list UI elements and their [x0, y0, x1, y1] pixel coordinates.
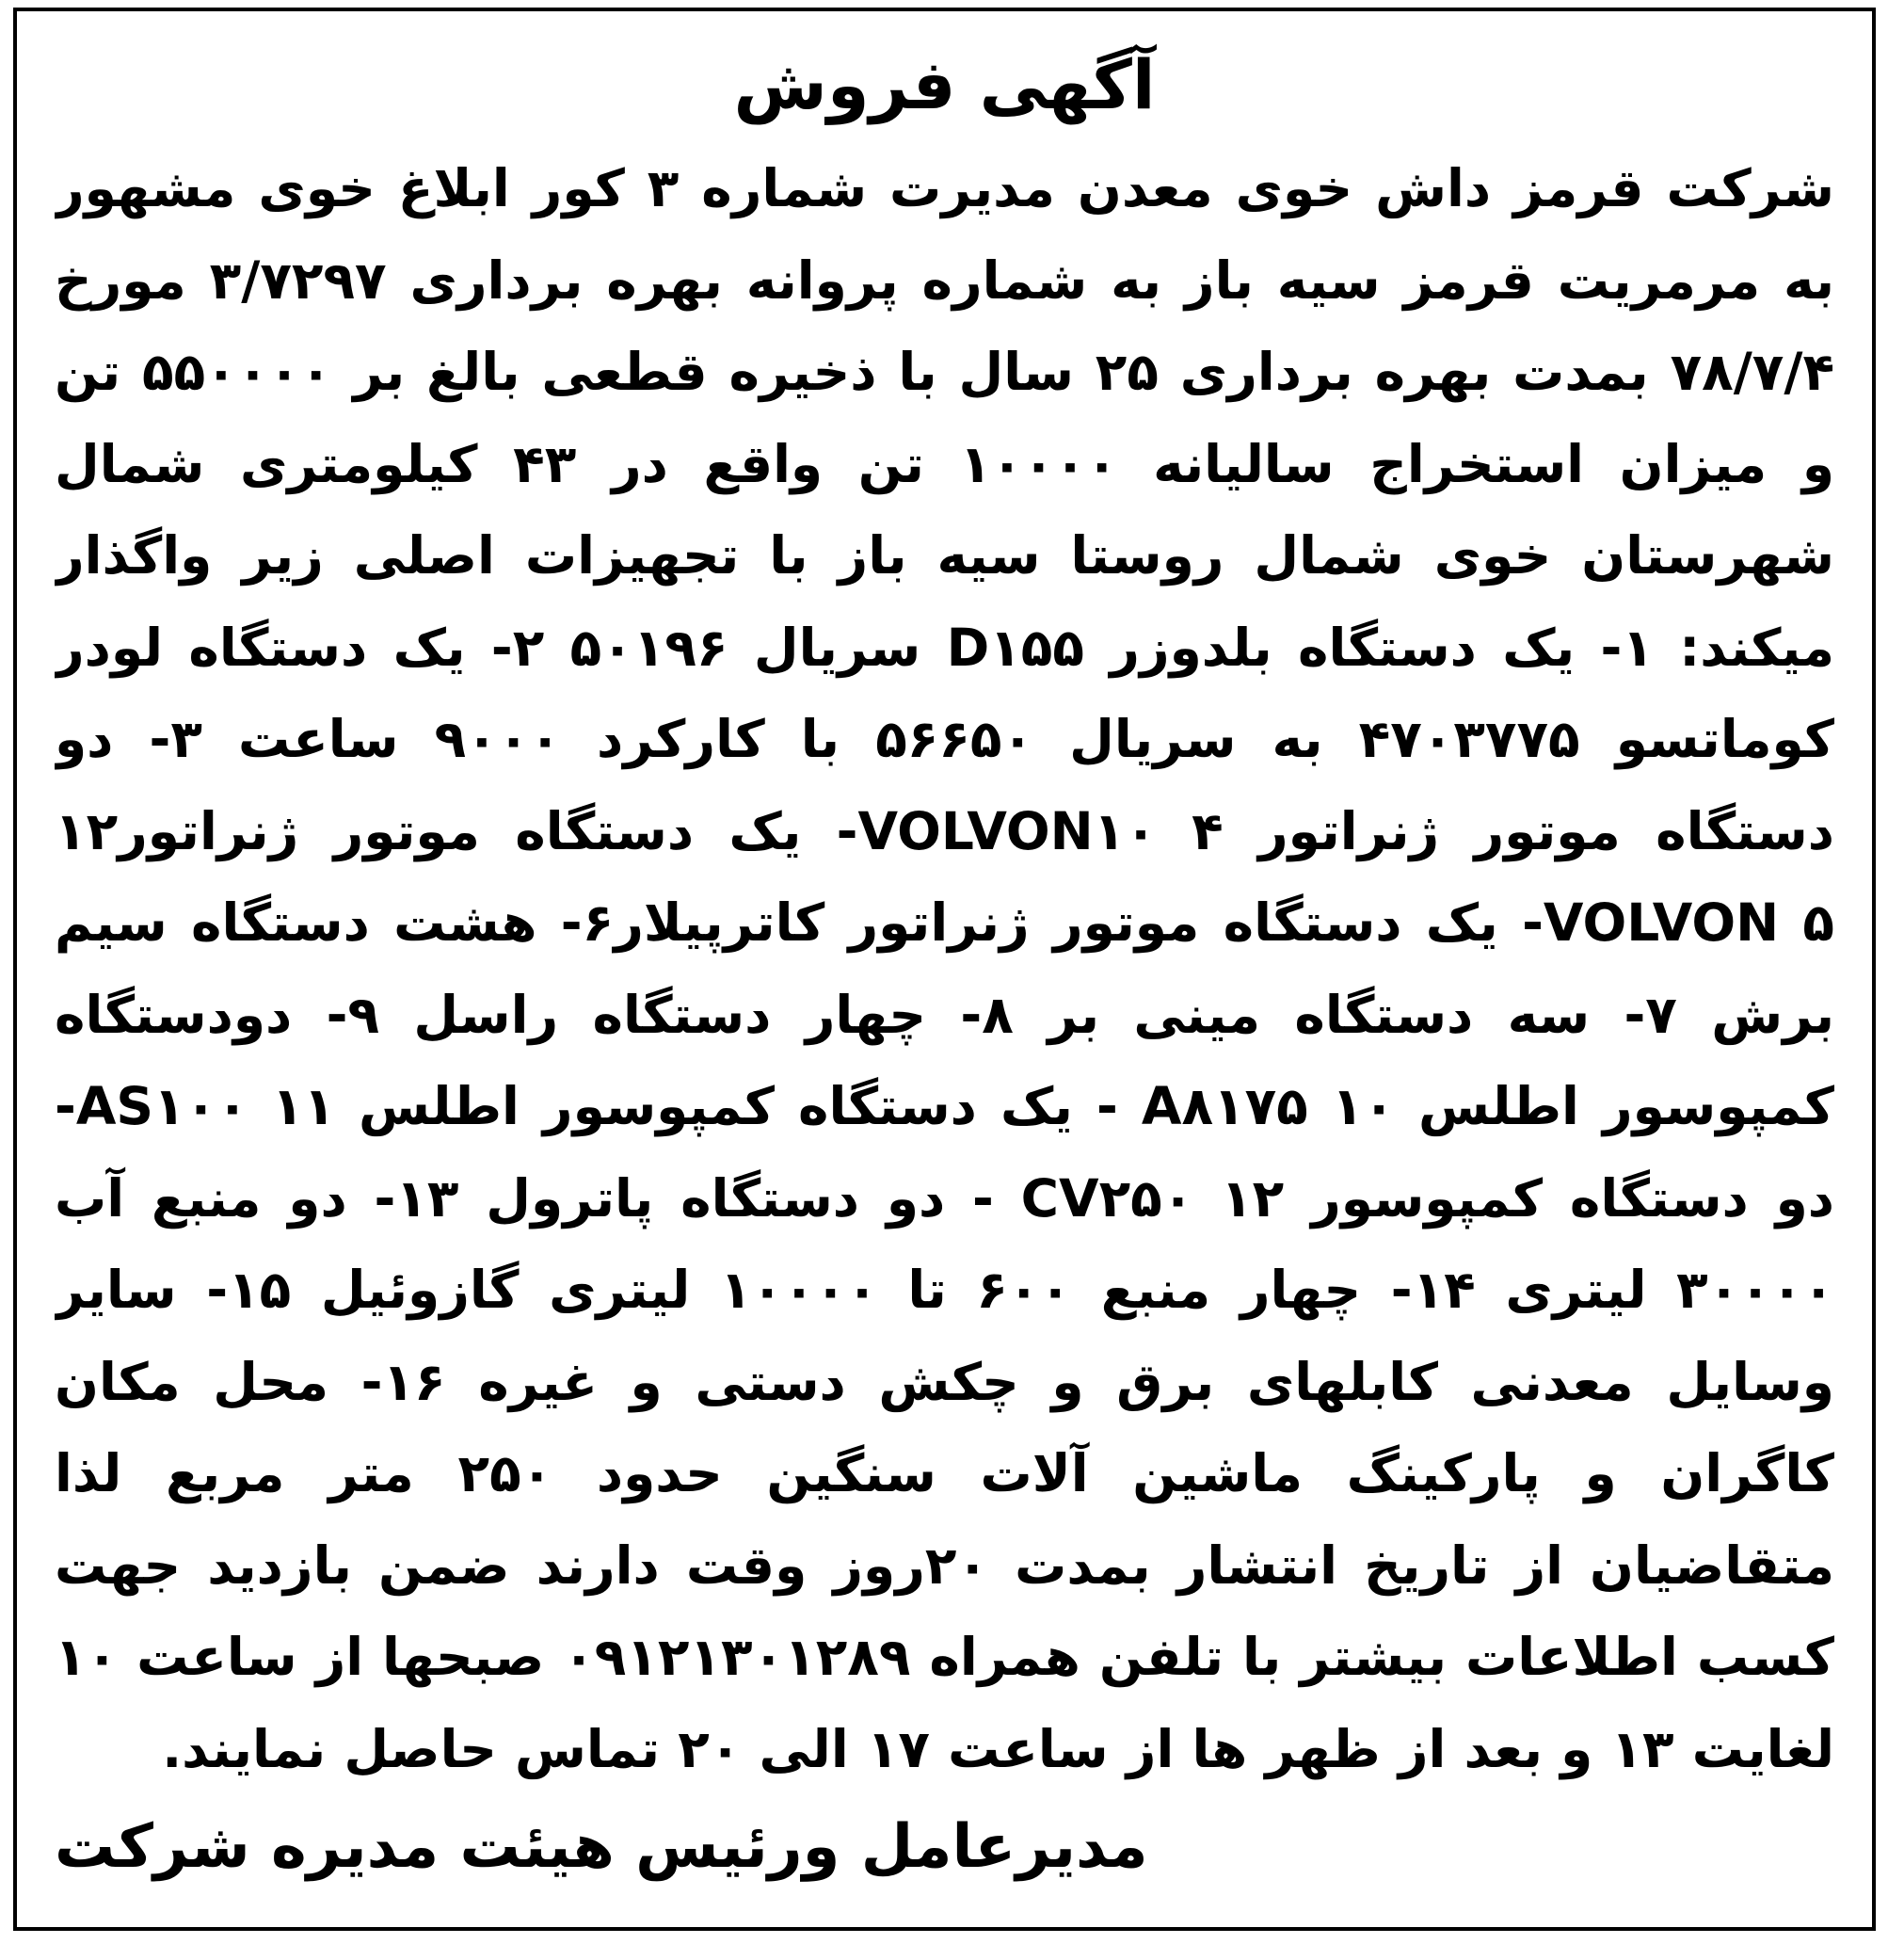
notice-title: آگهی فروش [733, 45, 1156, 124]
notice-frame [13, 8, 1876, 1931]
notice-signature: مدیرعامل ورئیس هیئت مدیره شرکت [55, 1812, 1148, 1882]
notice-body: شرکت قرمز داش خوی معدن مدیرت شماره ۳ کور ابلاغ خوی مشهور به مرمریت قرمز سیه باز به شماره پروانه بهره برداری ۳/۷۲۹۷ مورخ ۷۸/۷/۴ بمدت بهره برداری ۲۵ سال با ذخیره قطعی بالغ بر ۵۵۰۰۰۰ تن و میزان استخراج سالیانه ۱۰۰۰۰ تن واقع در ۴۳ کیلومتری شمال شهرستان خوی شمال روستا سیه باز با تجهیزات اصلی زیر واگذار میکند: ۱- یک دستگاه بلدوزر D۱۵۵ سریال ۵۰۱۹۶ ۲- یک دستگاه لودر کوماتسو ۴۷۰۳۷۷۵ به سریال ۵۶۶۵۰ با کارکرد ۹۰۰۰ ساعت ۳- دو دستگاه موتور ژنراتور VOLVON۱۰ ۴- یک دستگاه موتور ژنراتور۱۲ VOLVON ۵- یک دستگاه موتور ژنراتور کاترپیلار۶- هشت دستگاه سیم برش ۷- سه دستگاه مینی بر ۸- چهار دستگاه راسل ۹- دودستگاه کمپوسور اطلس A۸۱۷۵ ۱۰ - یک دستگاه کمپوسور اطلس AS۱۰۰ ۱۱- دو دستگاه کمپوسور CV۲۵۰ ۱۲ - دو دستگاه پاترول ۱۳- دو منبع آب ۳۰۰۰۰ لیتری ۱۴- چهار منبع ۶۰۰ تا ۱۰۰۰۰ لیتری گازوئیل ۱۵- سایر وسایل معدنی کابلهای برق و چکش دستی و غیره ۱۶- محل مکان کاگران و پارکینگ ماشین آلات سنگین حدود ۲۵۰ متر مربع لذا متقاضیان از تاریخ انتشار بمدت ۲۰روز وقت دارند ضمن بازدید جهت کسب اطلاعات بیشتر با تلفن همراه ۰۹۱۲۱۳۰۱۲۸۹ صبحها از ساعت ۱۰ لغایت ۱۳ و بعد از ظهر ها از ساعت ۱۷ الی ۲۰ تماس حاصل نمایند. [55, 158, 1834, 1779]
notice-content [55, 40, 1834, 1899]
